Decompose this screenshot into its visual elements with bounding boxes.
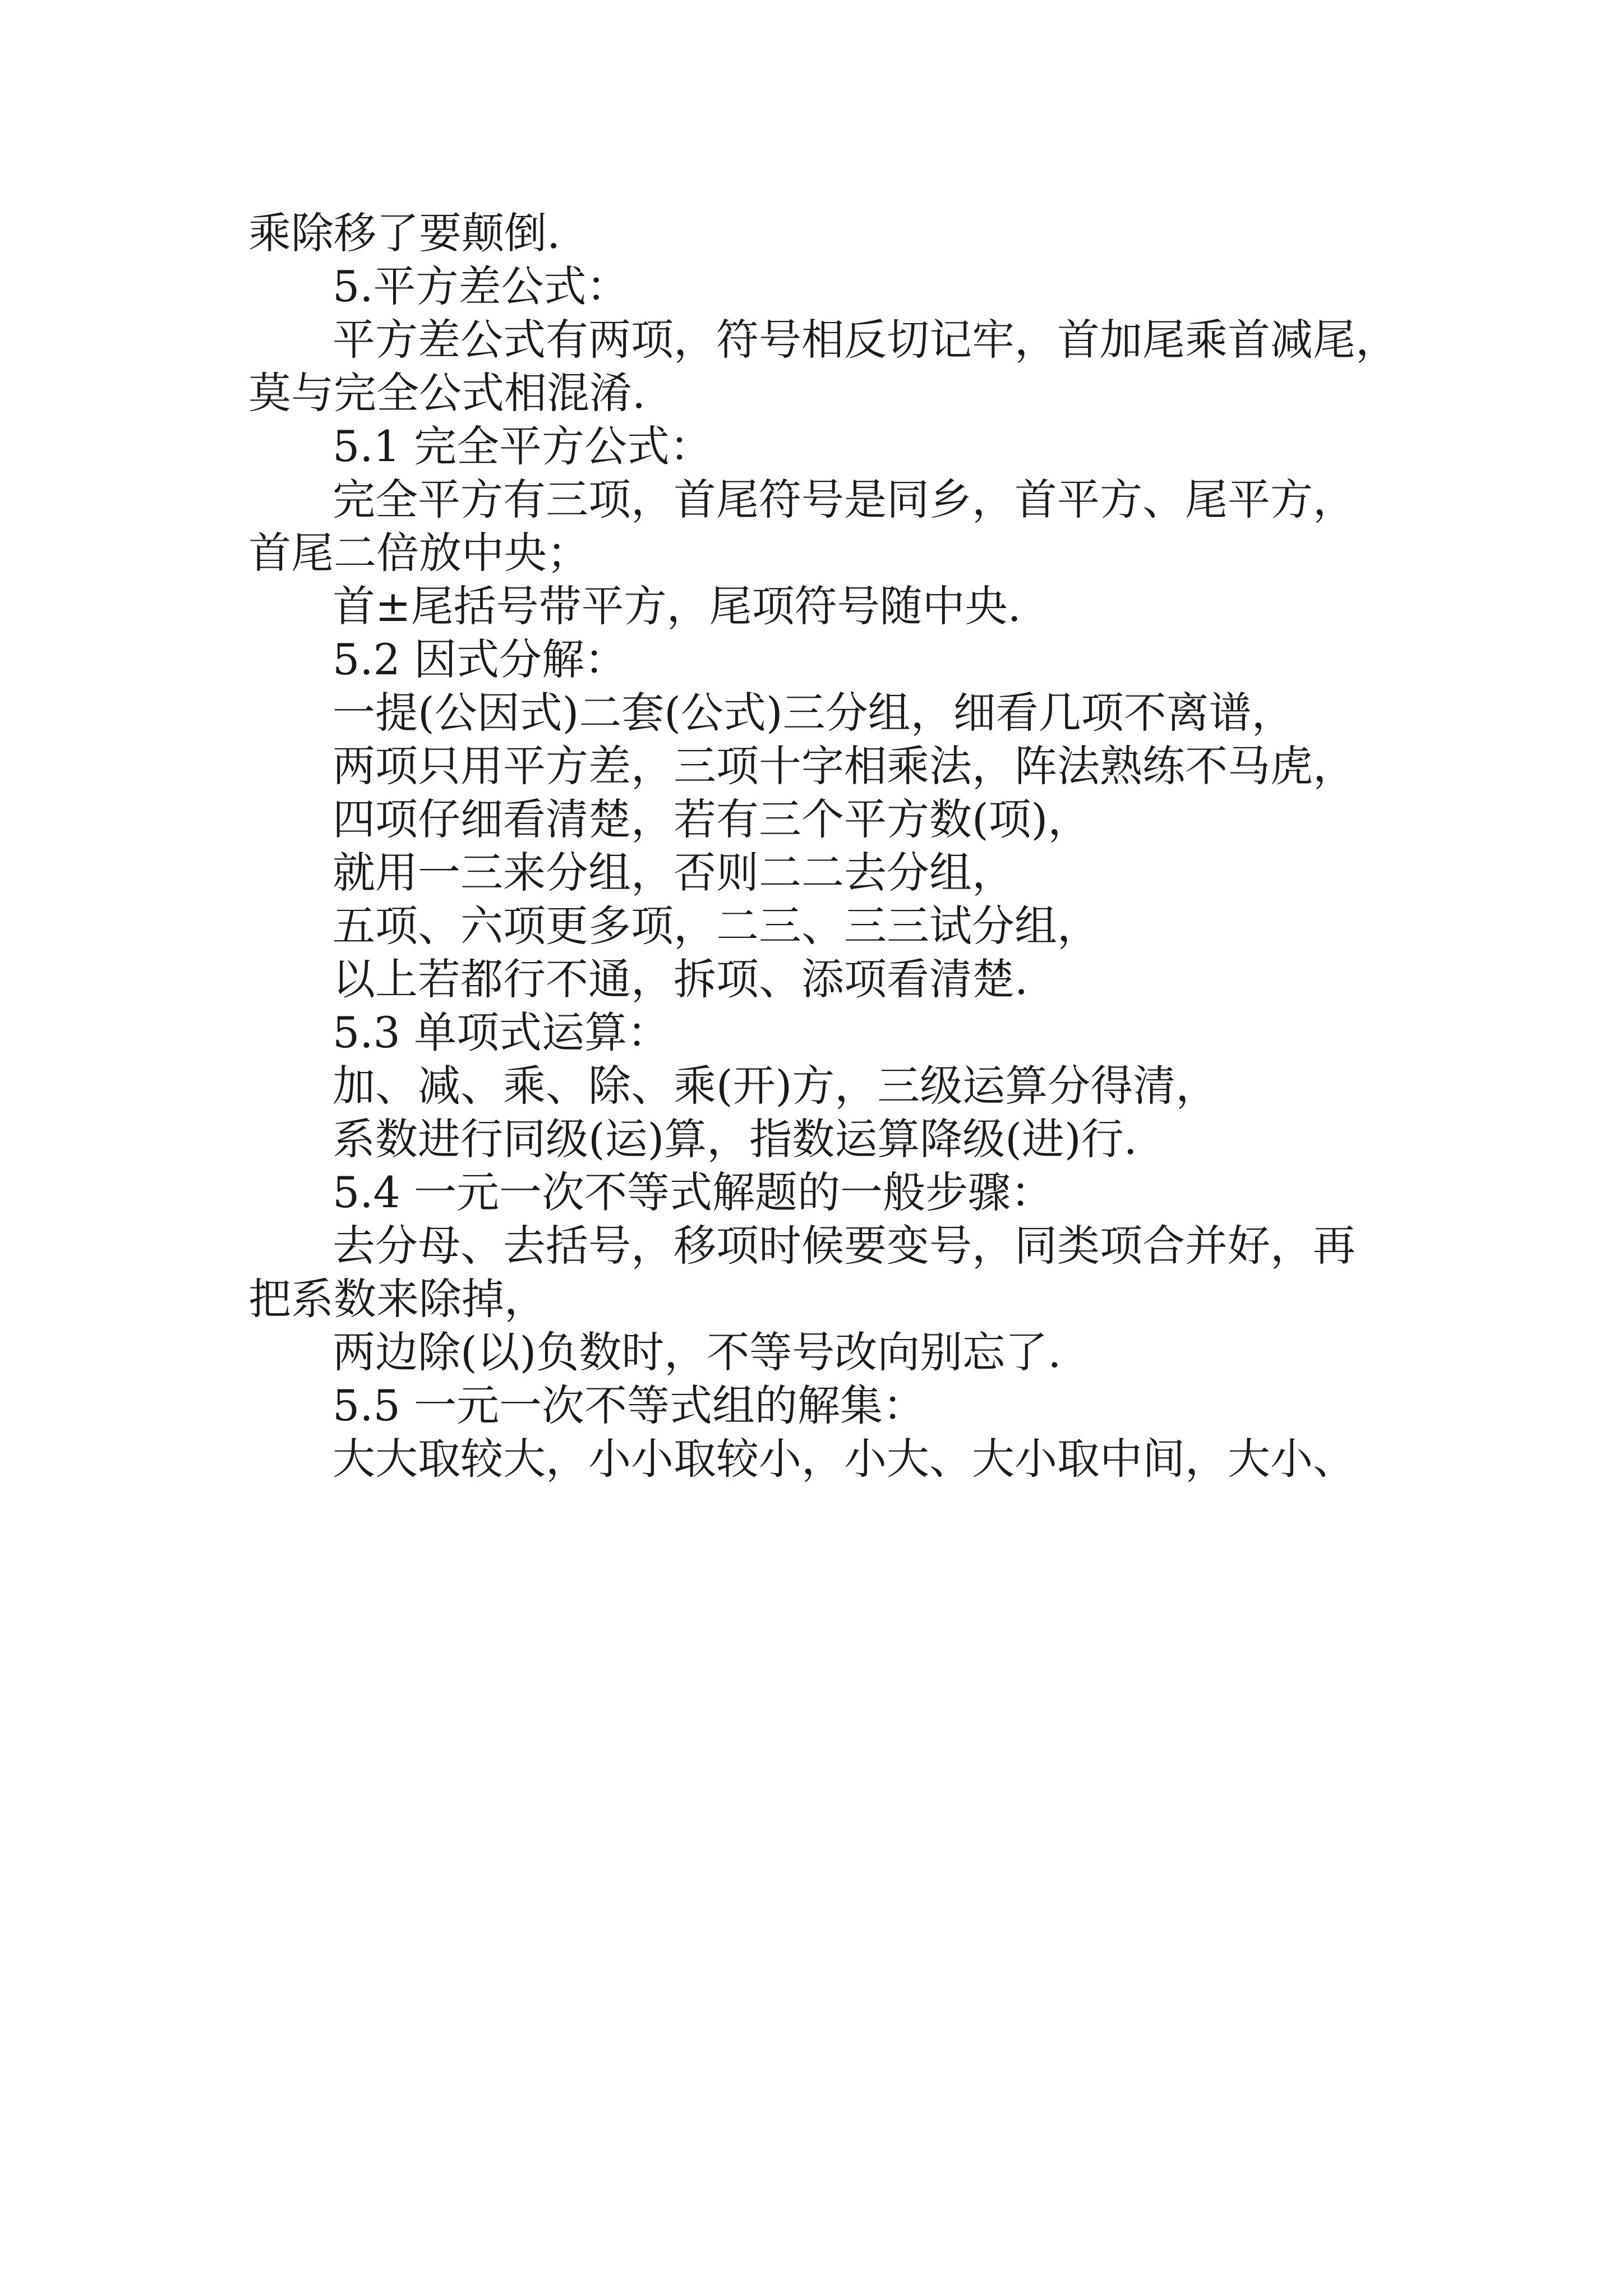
text-line: 一提(公因式)二套(公式)三分组，细看几项不离谱，: [333, 688, 1294, 738]
text-line: 以上若都行不通，拆项、添项看清楚.: [333, 954, 1029, 1004]
text-line: 完全平方有三项，首尾符号是同乡，首平方、尾平方，: [333, 475, 1355, 524]
text-line: 两项只用平方差，三项十字相乘法，阵法熟练不马虎，: [333, 741, 1355, 791]
section-heading-square-difference: 5.平方差公式：: [333, 261, 629, 311]
text-line: 就用一三来分组，否则二二去分组，: [333, 848, 1015, 898]
text-line: 加、减、乘、除、乘(开)方，三级运算分得清，: [333, 1061, 1219, 1111]
text-line: 大大取较大，小小取较小，小大、大小取中间，大小、: [333, 1434, 1355, 1484]
text-line: 莫与完全公式相混淆.: [248, 368, 646, 418]
text-line: 四项仔细看清楚，若有三个平方数(项)，: [333, 794, 1091, 844]
text-line: 乘除移了要颠倒.: [248, 208, 561, 258]
text-line: 去分母、去括号，移项时候要变号，同类项合并好，再: [333, 1221, 1355, 1271]
document-body: [248, 206, 1437, 1485]
text-line: 系数进行同级(运)算，指数运算降级(进)行.: [333, 1114, 1137, 1164]
section-heading-monomial-operations: 5.3 单项式运算：: [333, 1007, 670, 1057]
section-heading-inequality-system-solution: 5.5 一元一次不等式组的解集：: [333, 1381, 926, 1430]
text-line: 首尾二倍放中央；: [248, 528, 589, 578]
text-line: 首±尾括号带平方，尾项符号随中央.: [333, 581, 1021, 631]
text-line: 两边除(以)负数时，不等号改向别忘了.: [333, 1327, 1062, 1377]
text-line: 把系数来除掉，: [248, 1274, 547, 1324]
section-heading-perfect-square: 5.1 完全平方公式：: [333, 421, 713, 471]
text-line: 五项、六项更多项，二三、三三试分组，: [333, 901, 1100, 951]
section-heading-factorization: 5.2 因式分解：: [333, 634, 628, 684]
text-line: 平方差公式有两项，符号相反切记牢，首加尾乘首减尾，: [333, 315, 1398, 365]
section-heading-linear-inequality-steps: 5.4 一元一次不等式解题的一般步骤：: [333, 1167, 1054, 1217]
